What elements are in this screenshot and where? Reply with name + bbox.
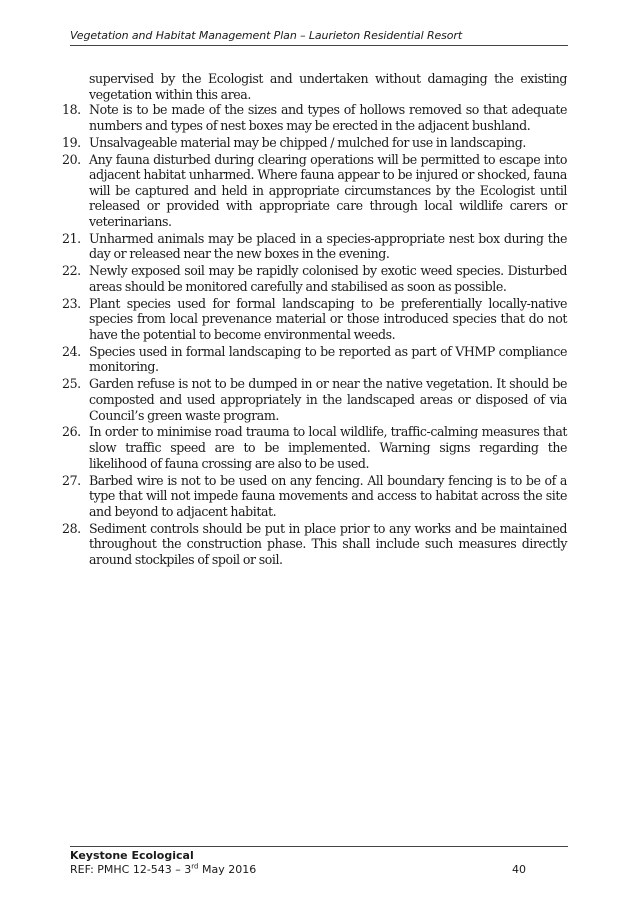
document-title: Vegetation and Habitat Management Plan – Laurieton Residential Resort — [70, 29, 463, 42]
reference-prefix: REF: PMHC 12-543 – 3 — [70, 863, 192, 876]
list-item-text: In order to minimise road trauma to local wildlife, traffic-calming measures that slow traffic speed are to be implemented. Warning signs regarding the likelihood of fauna crossing are also to be used. — [89, 424, 567, 471]
reference-line — [70, 863, 256, 877]
list-item-number: 27. — [62, 472, 81, 488]
list-item — [62, 102, 567, 133]
list-item-number: 19. — [62, 134, 81, 150]
list-item-number: 25. — [62, 376, 81, 392]
reference-suffix: May 2016 — [198, 863, 257, 876]
page-header — [70, 29, 568, 46]
list-item-text: Species used in formal landscaping to be reported as part of VHMP compliance monitoring. — [89, 343, 567, 375]
list-item-number: 20. — [62, 151, 81, 167]
list-item-number: 18. — [62, 102, 81, 118]
footer-ref-row — [70, 863, 568, 877]
page-number: 40 — [512, 863, 526, 876]
list-item — [62, 295, 567, 343]
list-item — [62, 472, 567, 520]
list-item — [62, 263, 567, 294]
list-item-text: Sediment controls should be put in place prior to any works and be maintained throughout the construction phase. This shall include such measures directly around stockpiles of spoil or soil. — [89, 520, 567, 567]
list-item — [62, 134, 567, 151]
list-item — [62, 424, 567, 471]
organization-name: Keystone Ecological — [70, 849, 194, 862]
list-item-text: Plant species used for formal landscaping to be preferentially locally-native species from local prevenance material or those introduced species that do not have the potential to become environmental weeds. — [89, 295, 567, 342]
list-item-text: Note is to be made of the sizes and types of hollows removed so that adequate numbers and types of nest boxes may be erected in the adjacent bushland. — [89, 102, 567, 133]
list-item-text: Barbed wire is not to be used on any fencing. All boundary fencing is to be of a type that will not impede fauna movements and access to habitat across the site and beyond to adjacent habitat. — [89, 472, 567, 519]
list-item — [62, 520, 567, 568]
list-item — [62, 230, 567, 262]
numbered-list — [62, 102, 567, 567]
list-item — [62, 343, 567, 375]
list-item-number: 22. — [62, 263, 81, 279]
list-item-number: 26. — [62, 424, 81, 440]
list-item — [62, 151, 567, 230]
footer-divider — [70, 846, 568, 847]
list-item-number: 23. — [62, 295, 81, 311]
list-item — [62, 376, 567, 423]
reference-superscript: rd — [191, 862, 199, 871]
list-item-number: 24. — [62, 343, 81, 359]
list-item-text: Unsalvageable material may be chipped / mulched for use in landscaping. — [89, 134, 526, 150]
page-footer — [70, 849, 568, 877]
list-item-number: 28. — [62, 520, 81, 536]
intro-continuation: supervised by the Ecologist and undertaken without damaging the existing vegetation within this area. — [89, 71, 567, 102]
list-item-number: 21. — [62, 230, 81, 246]
list-item-text: Newly exposed soil may be rapidly colonised by exotic weed species. Disturbed areas should be monitored carefully and stabilised as soon as possible. — [89, 263, 567, 294]
document-body — [62, 71, 567, 569]
list-item-text: Unharmed animals may be placed in a species-appropriate nest box during the day or released near the new boxes in the evening. — [89, 230, 567, 262]
list-item-text: Any fauna disturbed during clearing operations will be permitted to escape into adjacent habitat unharmed. Where fauna appear to be injured or shocked, fauna will be captured and held in appropriate circumstances by the Ecologist until released or provided with appropriate care through local wildlife carers or veterinarians. — [89, 151, 567, 229]
list-item-text: Garden refuse is not to be dumped in or near the native vegetation. It should be composted and used appropriately in the landscaped areas or disposed of via Council’s green waste program. — [89, 376, 567, 423]
